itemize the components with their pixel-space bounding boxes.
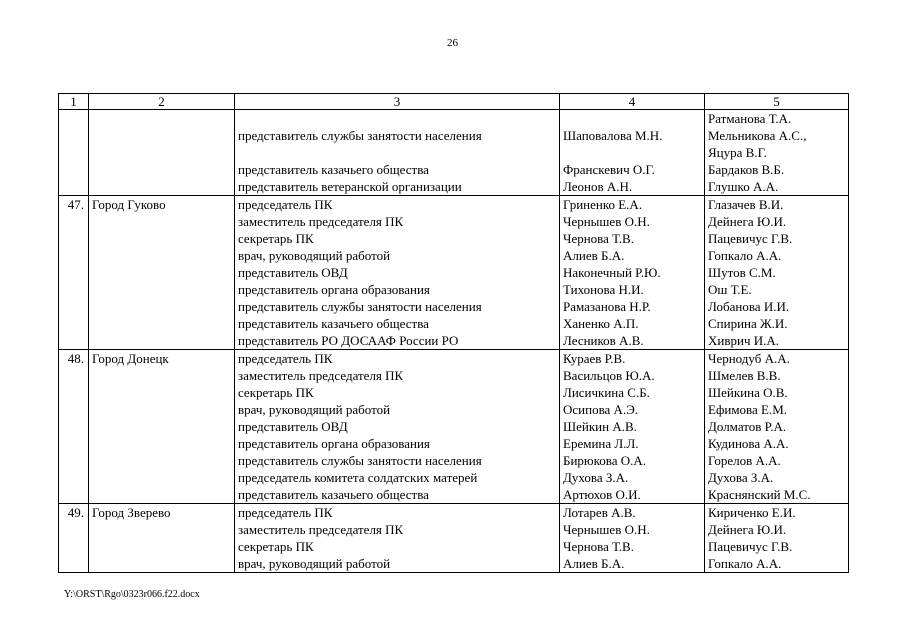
member-name: Лотарев А.В.: [563, 505, 636, 520]
reserve-name: Ош Т.Е.: [708, 282, 752, 297]
role-line: представитель службы занятости населения: [238, 128, 482, 143]
role-line: секретарь ПК: [238, 385, 314, 400]
reserve-name: Долматов Р.А.: [708, 419, 787, 434]
member-name: Артюхов О.И.: [563, 487, 641, 502]
table-header-row: [59, 94, 849, 110]
reserve-cell: [705, 504, 849, 573]
role-line: представитель ОВД: [238, 419, 348, 434]
role-line: представитель органа образования: [238, 436, 430, 451]
table-row: [59, 504, 849, 573]
reserve-name: Горелов А.А.: [708, 453, 781, 468]
member-name: Осипова А.Э.: [563, 402, 639, 417]
member-name: Чернова Т.В.: [563, 231, 634, 246]
header-cell-5: 5: [705, 94, 849, 110]
reserve-name: Шмелев В.В.: [708, 368, 781, 383]
member-name: Наконечный Р.Ю.: [563, 265, 661, 280]
municipality-name: Город Зверево: [89, 504, 235, 573]
role-line: представитель казачьего общества: [238, 162, 429, 177]
row-number: 47.: [59, 196, 89, 350]
member-name: Гриненко Е.А.: [563, 197, 643, 212]
role-line: председатель ПК: [238, 197, 333, 212]
reserve-name: Ратманова Т.А.: [708, 111, 792, 126]
member-cell: [560, 110, 705, 196]
role-line: представитель ОВД: [238, 265, 348, 280]
role-line: представитель службы занятости населения: [238, 299, 482, 314]
role-line: представитель РО ДОСААФ России РО: [238, 333, 459, 348]
reserve-name: Кудинова А.А.: [708, 436, 789, 451]
commission-table: [58, 93, 849, 573]
member-name: Кураев Р.В.: [563, 351, 626, 366]
member-name: Бирюкова О.А.: [563, 453, 647, 468]
role-line: [238, 144, 556, 161]
role-line: заместитель председателя ПК: [238, 522, 404, 537]
member-name: Духова З.А.: [563, 470, 629, 485]
member-cell: [560, 196, 705, 350]
member-name: Лесников А.В.: [563, 333, 644, 348]
member-name: [563, 110, 701, 127]
header-cell-2: 2: [89, 94, 235, 110]
member-cell: [560, 350, 705, 504]
role-line: врач, руководящий работой: [238, 248, 391, 263]
member-name: Шаповалова М.Н.: [563, 128, 663, 143]
municipality-name: Город Гуково: [89, 196, 235, 350]
page-number: 26: [447, 37, 458, 49]
role-line: председатель ПК: [238, 351, 333, 366]
role-line: председатель комитета солдатских матерей: [238, 470, 478, 485]
member-name: Алиев Б.А.: [563, 248, 625, 263]
reserve-name: Глазачев В.И.: [708, 197, 784, 212]
reserve-name: Гопкало А.А.: [708, 248, 782, 263]
municipality-name: [89, 110, 235, 196]
reserve-name: Ефимова Е.М.: [708, 402, 788, 417]
member-name: Рамазанова Н.Р.: [563, 299, 651, 314]
reserve-name: Глушко А.А.: [708, 179, 779, 194]
municipality-name: Город Донецк: [89, 350, 235, 504]
reserve-name: Дейнега Ю.И.: [708, 522, 787, 537]
member-name: Франскевич О.Г.: [563, 162, 655, 177]
role-line: представитель органа образования: [238, 282, 430, 297]
reserve-cell: [705, 110, 849, 196]
reserve-name: Шейкина О.В.: [708, 385, 788, 400]
role-cell: [235, 350, 560, 504]
header-cell-4: 4: [560, 94, 705, 110]
member-name: Чернова Т.В.: [563, 539, 634, 554]
row-number: [59, 110, 89, 196]
role-line: секретарь ПК: [238, 539, 314, 554]
reserve-name: Спирина Ж.И.: [708, 316, 788, 331]
reserve-name: Шутов С.М.: [708, 265, 776, 280]
role-line: заместитель председателя ПК: [238, 368, 404, 383]
row-number: 49.: [59, 504, 89, 573]
reserve-name: Пацевичус Г.В.: [708, 231, 793, 246]
reserve-name: Духова З.А.: [708, 470, 774, 485]
member-cell: [560, 504, 705, 573]
reserve-name: Бардаков В.Б.: [708, 162, 785, 177]
member-name: Чернышев О.Н.: [563, 522, 650, 537]
reserve-name: Пацевичус Г.В.: [708, 539, 793, 554]
reserve-name: Дейнега Ю.И.: [708, 214, 787, 229]
reserve-name: Кириченко Е.И.: [708, 505, 796, 520]
member-name: Шейкин А.В.: [563, 419, 637, 434]
member-name: Чернышев О.Н.: [563, 214, 650, 229]
role-line: представитель ветеранской организации: [238, 179, 462, 194]
header-cell-1: 1: [59, 94, 89, 110]
role-line: представитель службы занятости населения: [238, 453, 482, 468]
member-name: Алиев Б.А.: [563, 556, 625, 571]
reserve-name: Яцура В.Г.: [708, 145, 767, 160]
reserve-cell: [705, 350, 849, 504]
member-name: Леонов А.Н.: [563, 179, 633, 194]
member-name: [563, 144, 701, 161]
reserve-name: Краснянский М.С.: [708, 487, 811, 502]
role-line: представитель казачьего общества: [238, 316, 429, 331]
reserve-cell: [705, 196, 849, 350]
reserve-name: Мельникова А.С.,: [708, 128, 807, 143]
role-line: [238, 110, 556, 127]
member-name: Тихонова Н.И.: [563, 282, 644, 297]
file-path-footer: Y:\ORST\Rgo\0323r066.f22.docx: [64, 589, 200, 600]
role-cell: [235, 110, 560, 196]
role-line: врач, руководящий работой: [238, 402, 391, 417]
table-row: [59, 350, 849, 504]
role-cell: [235, 504, 560, 573]
role-line: председатель ПК: [238, 505, 333, 520]
role-cell: [235, 196, 560, 350]
reserve-name: Гопкало А.А.: [708, 556, 782, 571]
reserve-name: Лобанова И.И.: [708, 299, 790, 314]
table-row: [59, 110, 849, 196]
role-line: представитель казачьего общества: [238, 487, 429, 502]
role-line: врач, руководящий работой: [238, 556, 391, 571]
role-line: заместитель председателя ПК: [238, 214, 404, 229]
header-cell-3: 3: [235, 94, 560, 110]
member-name: Васильцов Ю.А.: [563, 368, 655, 383]
role-line: секретарь ПК: [238, 231, 314, 246]
table-row: [59, 196, 849, 350]
reserve-name: Чернодуб А.А.: [708, 351, 790, 366]
row-number: 48.: [59, 350, 89, 504]
member-name: Лисичкина С.Б.: [563, 385, 650, 400]
member-name: Еремина Л.Л.: [563, 436, 639, 451]
reserve-name: Хиврич И.А.: [708, 333, 780, 348]
member-name: Ханенко А.П.: [563, 316, 639, 331]
